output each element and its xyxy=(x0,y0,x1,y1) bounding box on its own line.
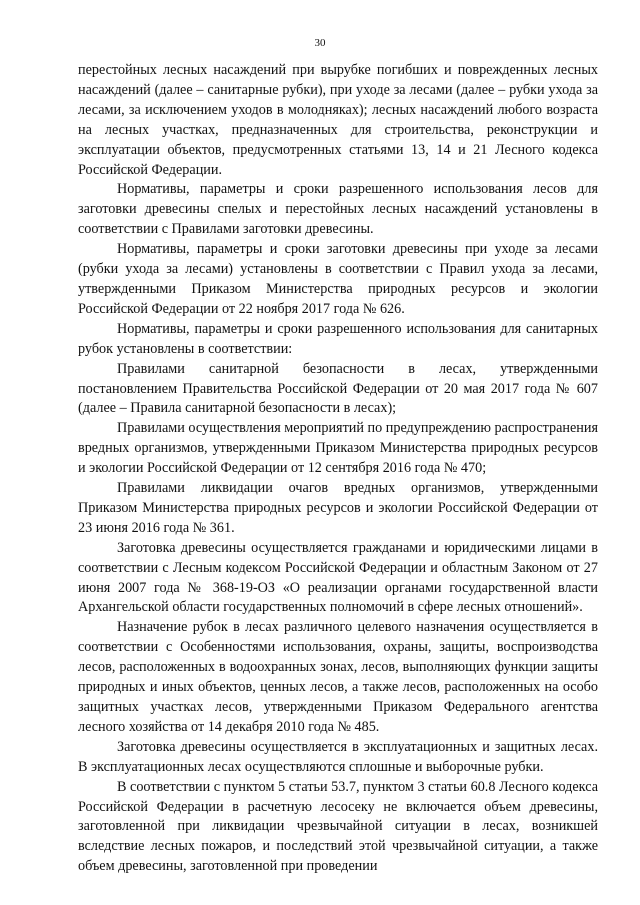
paragraph-allowable-cut-exclusion: В соответствии с пунктом 5 статьи 53.7, пунктом 3 статьи 60.8 Лесного кодекса Российской Федерации в расчетную лесосеку не включается объем древесины, заготовленной при ликвидации чрезвычайной ситуации в лесах, возникшей вследствие лесных пожаров, и последствий этой чрезвычайной ситуации, а также объем древесины, заготовленной при проведении xyxy=(78,778,598,875)
paragraph-pest-liquidation-rules: Правилами ликвидации очагов вредных организмов, утвержденными Приказом Министерства природных ресурсов и экологии Российской Федерации от 23 июня 2016 года № 361. xyxy=(78,480,598,536)
paragraph-forest-types: Заготовка древесины осуществляется в эксплуатационных и защитных лесах. В эксплуатационных лесах осуществляются сплошные и выборочные рубки. xyxy=(78,738,598,775)
paragraph-continuation: перестойных лесных насаждений при вырубке погибших и поврежденных лесных насаждений (далее – санитарные рубки), при уходе за лесами (далее – рубки ухода за лесами, за исключением уходов в молодняках); лесных насаждений любого возраста на лесных участках, предназначенных для строительства, реконструкции и эксплуатации объектов, предусмотренных статьями 13, 14 и 21 Лесного кодекса Российской Федерации. xyxy=(78,62,598,178)
paragraph-sanitary-rules: Правилами санитарной безопасности в лесах, утвержденными постановлением Правительства Российской Федерации от 20 мая 2017 года № 607 (далее – Правила санитарной безопасности в лесах); xyxy=(78,360,598,417)
paragraph-harvest-norms: Нормативы, параметры и сроки разрешенного использования лесов для заготовки древесины спелых и перестойных лесных насаждений установлены в соответствии с Правилами заготовки древесины. xyxy=(78,181,598,238)
paragraph-harvest-legal-basis: Заготовка древесины осуществляется гражданами и юридическими лицами в соответствии с Лесным кодексом Российской Федерации и областным Законом от 27 июня 2007 года № 368-19-ОЗ «О реализации органами государственной власти Архангельской области государственных полномочий в сфере лесных отношений». xyxy=(78,539,598,616)
paragraph-pest-prevention-rules: Правилами осуществления мероприятий по предупреждению распространения вредных организмов, утвержденными Приказом Министерства природных ресурсов и экологии Российской Федерации от 12 сентября 2016 года № 470; xyxy=(78,420,598,477)
paragraph-felling-assignment: Назначение рубок в лесах различного целевого назначения осуществляется в соответствии с Особенностями использования, охраны, защиты, воспроизводства лесов, расположенных в водоохранных зонах, лесов, выполняющих функции защиты природных и иных объектов, ценных лесов, а также лесов, расположенных на особо защитных участках лесов, утвержденными Приказом Федерального агентства лесного хозяйства от 14 декабря 2010 года № 485. xyxy=(78,619,598,735)
paragraph-thinning-norms: Нормативы, параметры и сроки заготовки древесины при уходе за лесами (рубки ухода за лесами) установлены в соответствии с Правил ухода за лесами, утвержденными Приказом Министерства природных ресурсов и экологии Российской Федерации от 22 ноября 2017 года № 626. xyxy=(78,241,598,317)
page-number: 30 xyxy=(314,37,326,49)
paragraph-sanitary-norms: Нормативы, параметры и сроки разрешенного использования для санитарных рубок установлены в соответствии: xyxy=(78,320,598,357)
document-body xyxy=(78,61,598,877)
